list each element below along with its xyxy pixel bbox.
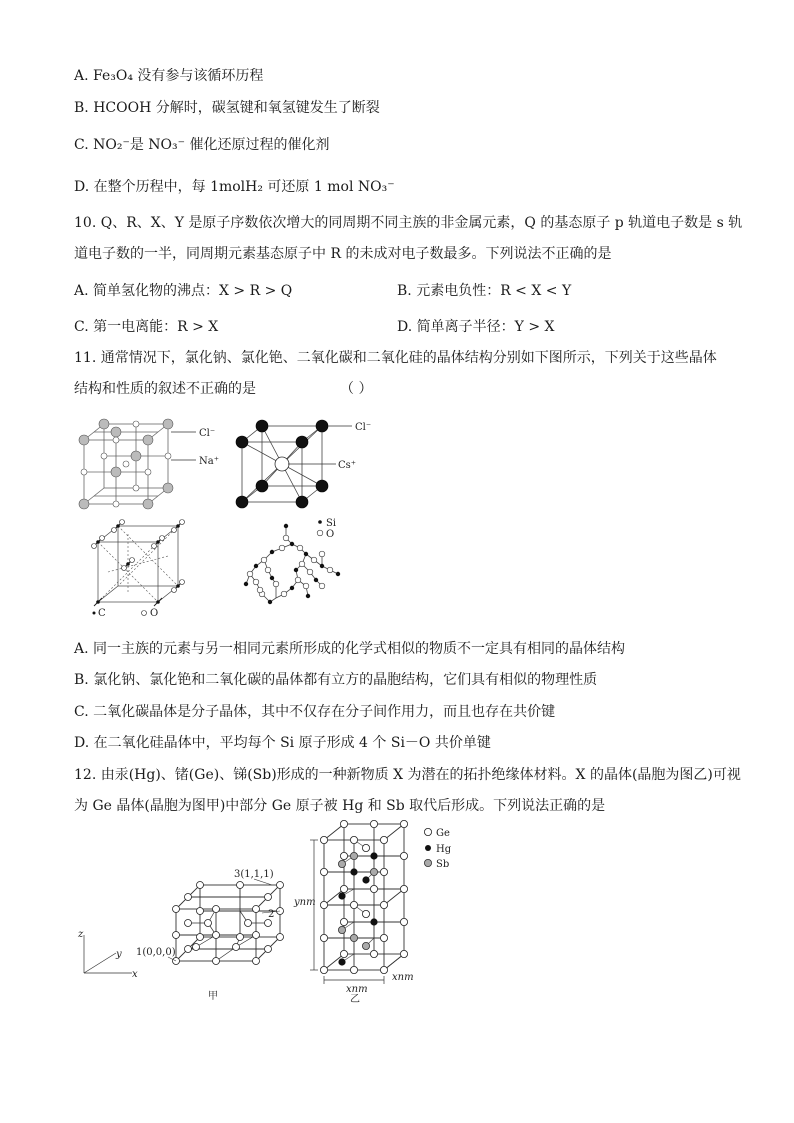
q10-stem-line1: 10. Q、R、X、Y 是原子序数依次增大的同周期不同主族的非金属元素，Q 的基态原子 p 轨道电子数是 s 轨 [74,215,743,231]
q11-option-d: D. 在二氧化硅晶体中，平均每个 Si 原子形成 4 个 Si－O 共价单键 [74,735,491,751]
q10-option-a: A. 简单氢化物的沸点：X > R > Q [74,283,293,299]
co2-crystal-figure [92,522,202,622]
o-label: O [326,529,335,540]
legend-sb: Sb [436,859,450,870]
q10-option-d: D. 简单离子半径：Y > X [397,319,555,335]
ge-unit-cell-figure-jia [76,865,306,1005]
z-axis-label: z [78,929,84,940]
c-label: C [98,608,106,619]
point-1-label: 1(0,0,0) [136,947,176,958]
cl-label-2: Cl⁻ [355,422,372,433]
y-axis-label: y [116,949,122,960]
q9-option-c: C. NO₂⁻是 NO₃⁻ 催化还原过程的催化剂 [74,137,330,153]
q11-option-c: C. 二氧化碳晶体是分子晶体，其中不仅存在分子间作用力，而且也存在共价键 [74,704,556,720]
q9-option-b: B. HCOOH 分解时，碳氢键和氧氢键发生了断裂 [74,100,380,116]
na-label: Na⁺ [199,456,219,467]
q11-option-b: B. 氯化钠、氯化铯和二氧化碳的晶体都有立方的晶胞结构，它们具有相似的物理性质 [74,672,598,688]
q10-option-b: B. 元素电负性：R < X < Y [397,283,572,299]
q12-stem-line1: 12. 由汞(Hg)、锗(Ge)、锑(Sb)形成的一种新物质 X 为潜在的拓扑绝缘体材料。X 的晶体(晶胞为图乙)可视 [74,767,741,783]
point-2-label: 2 [268,909,275,920]
x-axis-label: x [132,969,138,980]
sio2-crystal-figure [242,518,362,608]
si-label: Si [326,518,337,529]
legend-ge: Ge [436,828,450,839]
cs-label: Cs⁺ [338,460,357,471]
figure-jia-caption: 甲 [208,991,218,1002]
cscl-crystal-figure [232,418,382,508]
q9-option-a: A. Fe₃O₄ 没有参与该循环历程 [74,68,264,84]
q9-option-d: D. 在整个历程中，每 1molH₂ 可还原 1 mol NO₃⁻ [74,179,395,195]
figure-yi-caption: 乙 [350,994,360,1005]
y-nm-label: ynm [294,897,316,908]
cl-label: Cl⁻ [199,428,216,439]
q11-stem-line2: 结构和性质的叙述不正确的是 [74,381,256,397]
x-nm-label-side: xnm [392,972,414,983]
o-label-2: O [150,608,159,619]
q10-option-c: C. 第一电离能：R > X [74,319,219,335]
q10-stem-line2: 道电子数的一半，同周期元素基态原子中 R 的未成对电子数最多。下列说法不正确的是 [74,246,612,262]
q11-answer-bracket: （ ） [340,381,373,397]
q11-option-a: A. 同一主族的元素与另一相同元素所形成的化学式相似的物质不一定具有相同的晶体结构 [74,641,626,657]
q11-stem-line1: 11. 通常情况下，氯化钠、氯化铯、二氧化碳和二氧化硅的晶体结构分别如下图所示，下列关于这些晶体 [74,350,717,366]
point-3-label: 3(1,1,1) [234,869,274,880]
nacl-crystal-figure [78,418,228,508]
legend-hg: Hg [436,844,452,855]
x-nm-label-bottom: xnm [346,984,368,995]
q12-stem-line2: 为 Ge 晶体(晶胞为图甲)中部分 Ge 原子被 Hg 和 Sb 取代后形成。下列说法正确的是 [74,798,606,814]
x-unit-cell-figure-yi [294,818,484,1008]
